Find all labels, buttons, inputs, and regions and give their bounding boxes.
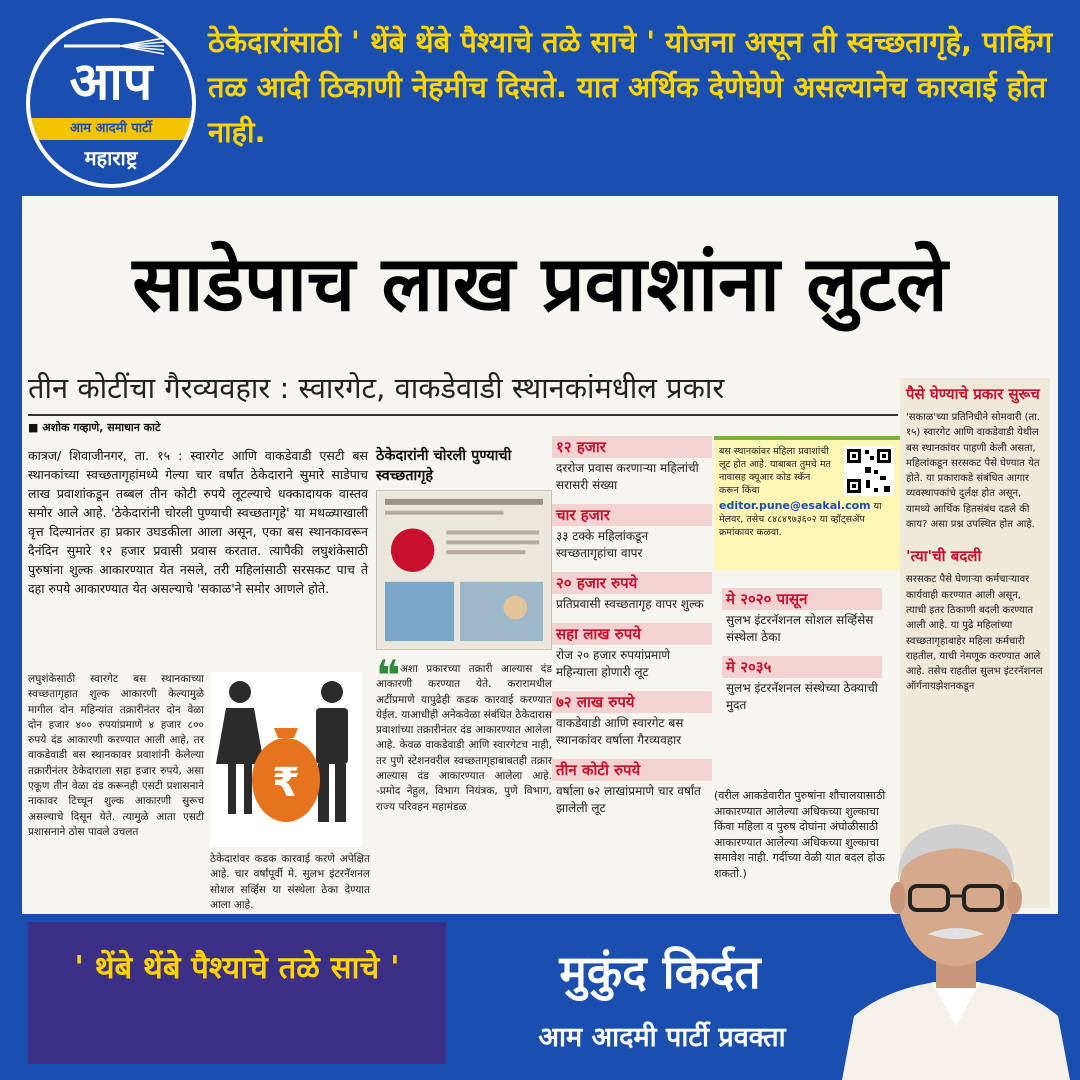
stat-item [552,623,712,681]
stat-label: मे २०२० पासून [722,588,882,610]
sidebar-heading: पैसे घेण्याचे प्रकार सुरूच [906,385,1040,403]
qr-code-icon[interactable] [844,446,894,496]
article-byline: ■ अशोक गव्हाणे, समाधान काटे [28,421,161,434]
logo-title: आप [69,52,153,112]
svg-text:₹: ₹ [272,760,300,806]
article-intro: कात्रज/ शिवाजीनगर, ता. १५ : स्वारगेट आणि वाकडेवाडी एसटी बस स्थानकांच्या स्वच्छतागृहांमध्ये गेल्या चार वर्षांत ठेकेदाराने सुमारे साडेपाच लाख प्रवाशांकडून तब्बल तीन कोटी रुपये लूटल्याचे धक्कादायक वास्तव समोर आले आहे. 'ठेकेदारांनी चोरली पुण्याची स्वच्छतागृहे' या मथळ्याखाली वृत्त दिल्यानंतर हा प्रकार उघडकीला आला असून, एका बस स्थानकावरून दैनंदिन सुमारे १२ हजार प्रवासी प्रवास करतात. त्यापैकी लघुशंकेसाठी पुरुषांना शुल्क आकारण्यात येत नसले, तरी महिलांसाठी सरसकट पाच ते दहा रुपये आकारण्यात येत असल्याचे 'सकाळ'ने समोर आणले होते. [28,448,368,596]
stat-description: वाकडेवाडी आणि स्वारगेट बस स्थानकांवर वर्षाला गैरव्यवहार [556,716,684,747]
article-headline: साडेपाच लाख प्रवाशांना लुटले [132,239,948,328]
sidebar-body: सरसकट पैसे घेणाऱ्या कर्मचाऱ्यावर कार्यवाही करण्यात आली असून, त्याची इतर ठिकाणी बदली करण्यात आली आहे. या पुढे महिलांच्या स्वच्छतागृहाबाहेर महिला कर्मचारी राहतील, याची नेमणूक करण्यात आले आहे. तसेच राहतील सुलभ इंटरनॅशनल ऑर्गनायझेशनकडून [906,574,1043,693]
logo-party-name: आम आदमी पार्टी [30,118,192,140]
divider [28,414,898,416]
stat-item [722,588,882,646]
sidebar-heading: 'त्या'ची बदली [906,547,982,566]
stat-item [552,504,712,562]
top-statement: ठेकेदारांसाठी ' थेंबे थेंबे पैश्याचे तळे साचे ' योजना असून ती स्वच्छतागृहे, पार्किंग तळ आदी ठिकाणी नेहमीच दिसते. यात अर्थिक देणेघेणे असल्यानेच कारवाई होत नाही. [208,25,1053,149]
stat-label: ७२ लाख रुपये [552,691,712,713]
speaker-role: आम आदमी पार्टी प्रवक्ता [538,1022,786,1053]
slogan-box: ' थेंबे थेंबे पैश्याचे तळे साचे ' [28,922,446,1064]
stat-label: २० हजार रुपये [552,572,712,594]
stat-description: रोज २० हजार रुपयांप्रमाणे महिन्याला होणारी लूट [556,648,670,679]
article-mid-column: ठेकेदारांवर कडक कारवाई करणे अपेक्षित आहे. चार वर्षांपूर्वी मे. सुलभ इंटरनॅशनल सोशल सर्व्हिस या संस्थेला ठेका देण्यात आला आहे. [210,853,370,911]
feedback-tail: या मेलवर, तसेच ८४८४९७३६०२ या व्हॉट्सॲप क्रमांकावर कळवा. [719,501,882,538]
aap-logo [26,18,196,188]
official-quote: अशा प्रकारच्या तक्रारी आल्यास दंड आकारणी करण्यात येते. करारामधील अटींप्रमाणे यापुढेही कडक कारवाई करण्यात येईल. याआधीही अनेकवेळा संबंधित ठेकेदारास प्रवाशांच्या तक्रारीनंतर दंड आकारण्यात आलेला आहे. केवळ वाकडेवाडी आणि स्वारगेटच नाही, तर पुणे स्टेशनवरील स्वच्छतागृहाबाबतही तक्रार आल्यास दंड आकारण्यात आलेला आहे. -प्रमोद नेहुल, विभाग नियंत्रक, पुणे विभाग, राज्य परिवहन महामंडळ [376,663,552,813]
reader-feedback-box [714,436,900,570]
stat-description: प्रतिप्रवासी स्वच्छतागृह वापर शुल्क [556,597,704,611]
stat-item [552,759,712,817]
quote-icon: ❝ [376,651,401,700]
feedback-email-link[interactable]: editor.pune@esakal.com [719,499,871,512]
stat-item [722,656,882,714]
related-story-title: ठेकेदारांनी चोरली पुण्याची स्वच्छतागृहे [376,448,512,484]
speaker-name: मुकुंद किर्दत [559,945,761,999]
logo-state: महाराष्ट्र [84,146,138,170]
stat-description: वर्षाला ७२ लाखांप्रमाणे चार वर्षांत झालेली लूट [556,784,701,815]
stat-label: १२ हजार [552,436,712,458]
feedback-text: बस स्थानकांवर महिला प्रवाशांची लूट होत आहे. याबाबत तुमचे मत नावासह क्यूआर कोड स्कॅन करून किंवा [719,446,831,496]
toilet-people-money-illustration [210,672,362,847]
footnote: (वरील आकडेवारीत पुरुषांना शौचालयासाठी आकारण्यात आलेल्या अधिकच्या शुल्काचा किंवा महिला व पुरुष दोघांना अंघोळीसाठी आकारण्यात आलेल्या अधिकच्या शुल्काचा समावेश नाही. गर्दीच्या वेळी यात बदल होऊ शकतो.) [714,789,886,880]
stat-description: सुलभ इंटरनॅशनल संस्थेच्या ठेक्याची मुदत [726,681,878,712]
sidebar-body: 'सकाळ'च्या प्रतिनिधीने सोमवारी (ता. १५) स्वारगेट आणि वाकडेवाडी येथील बस स्थानकांवर पाहणी केली असता, महिलांकडून सरसकट पैसे घेण्यात येत होते. या प्रकाराकडे संबंधित आगार व्यवस्थापकांचे दुर्लक्ष होत असून, यामध्ये आर्थिक हितसंबंध दडले की काय? असा प्रश्न उपस्थित होत आहे. [906,412,1040,531]
stat-description: ३३ टक्के महिलांकडून स्वच्छतागृहांचा वापर [556,529,649,560]
related-story-clipping-image [376,490,552,650]
stat-label: चार हजार [552,504,712,526]
stats-column-b [722,588,882,724]
stat-item [552,691,712,749]
article-subhead: तीन कोटींचा गैरव्यवहार : स्वारगेट, वाकडेवाडी स्थानकांमधील प्रकार [28,371,725,405]
stat-item [552,572,712,613]
stat-label: तीन कोटी रुपये [552,759,712,781]
stat-label: मे २०३५ [722,656,882,678]
article-left-column: लघुशंकेसाठी स्वारगेट बस स्थानकाच्या स्वच्छतागृहात शुल्क आकारणी केल्यामुळे मागील दोन महिन्यांत तक्रारीनंतर दोन वेळा दोन हजार ४०० रुपयांप्रमाणे ४ हजार ८०० रुपये दंड आकारणी करण्यात आली आहे, तर वाकडेवाडी बस स्थानकावर प्रवाशांनी केलेल्या तक्रारीनंतर ठेकेदाराला सहा हजार रुपये, असा एकूण तीन वेळा दंड करूनही एसटी प्रशासनाने नाकावर टिच्चून शुल्क आकारणी सुरूच असल्याचे दिसून येते. त्यामुळे आता एसटी प्रशासनाने ठोस पावले उचलत [28,673,204,838]
stat-description: सुलभ इंटरनॅशनल सोशल सर्व्हिसेस संस्थेला ठेका [726,613,874,644]
stats-column-a [552,436,712,827]
stat-item [552,436,712,494]
stat-label: सहा लाख रुपये [552,623,712,645]
stat-description: दररोज प्रवास करणाऱ्या महिलांची सरासरी संख्या [556,461,699,492]
